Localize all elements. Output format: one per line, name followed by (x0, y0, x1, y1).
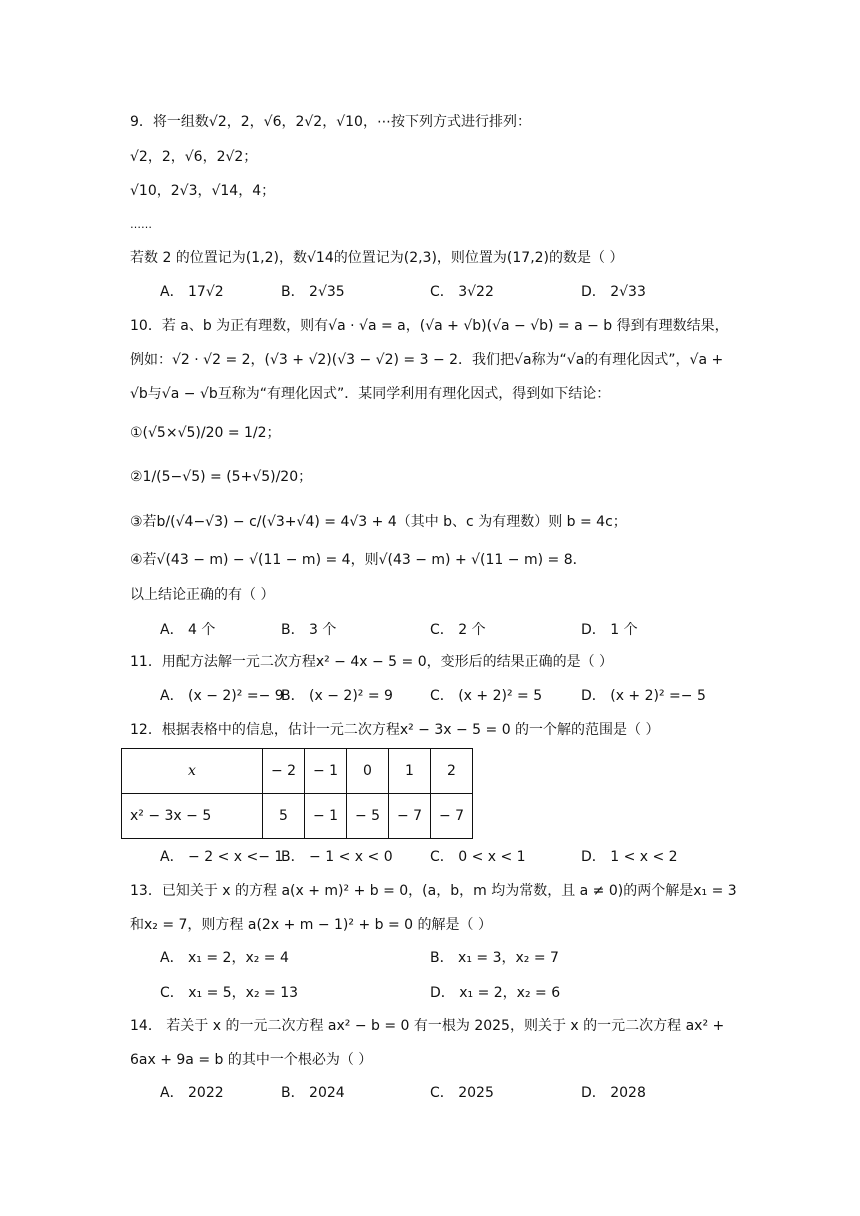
q10-conclusion-2: ②1/(5−√5) = (5+√5)/20； (130, 469, 313, 485)
q12-option-d: D． 1 < x < 2 (581, 849, 678, 865)
q9-option-c: C． 3√22 (430, 284, 494, 300)
table-cell: − 2 (263, 749, 305, 794)
table-cell: − 1 (305, 749, 347, 794)
table-row (122, 794, 473, 839)
q11-option-c: C． (x + 2)² = 5 (430, 688, 543, 704)
q9-option-b: B． 2√35 (281, 284, 345, 300)
q10-line-1: 10．若 a、b 为正有理数，则有√a · √a = a，(√a + √b)(√a − √b) = a − b 得到有理数结果， (130, 318, 729, 334)
q13-option-b: B． x₁ = 3，x₂ = 7 (430, 950, 559, 966)
q11-stem: 11．用配方法解一元二次方程x² − 4x − 5 = 0，变形后的结果正确的是（ ） (130, 654, 614, 670)
q13-option-d: D． x₁ = 2，x₂ = 6 (430, 985, 561, 1001)
q14-option-b: B． 2024 (281, 1085, 345, 1101)
q14-option-c: C． 2025 (430, 1085, 494, 1101)
q13-option-c: C． x₁ = 5，x₂ = 13 (160, 985, 299, 1001)
q10-conclusion-3: ③若b/(√4−√3) − c/(√3+√4) = 4√3 + 4（其中 b、c 为有理数）则 b = 4c； (130, 514, 627, 530)
q9-stem: 9．将一组数√2，2，√6，2√2，√10，⋯按下列方式进行排列： (130, 114, 531, 130)
q10-option-b: B． 3 个 (281, 622, 337, 638)
q12-value-table (121, 748, 473, 839)
table-cell: − 7 (389, 794, 431, 839)
q10-ask: 以上结论正确的有（ ） (130, 587, 275, 603)
q12-stem: 12．根据表格中的信息，估计一元二次方程x² − 3x − 5 = 0 的一个解的范围是（ ） (130, 722, 660, 738)
q10-conclusion-4: ④若√(43 − m) − √(11 − m) = 4，则√(43 − m) + √(11 − m) = 8． (130, 552, 587, 568)
q10-option-d: D． 1 个 (581, 622, 638, 638)
q9-row-2: √10，2√3，√14，4； (130, 183, 276, 199)
q9-option-d: D． 2√33 (581, 284, 646, 300)
q12-option-b: B． − 1 < x < 0 (281, 849, 393, 865)
table-cell: − 5 (347, 794, 389, 839)
q14-option-d: D． 2028 (581, 1085, 646, 1101)
q10-option-c: C． 2 个 (430, 622, 486, 638)
table-cell: 0 (347, 749, 389, 794)
q9-option-a: A． 17√2 (160, 284, 224, 300)
q10-option-a: A． 4 个 (160, 622, 216, 638)
table-cell: 5 (263, 794, 305, 839)
table-header-expression: x² − 3x − 5 (122, 794, 263, 839)
q12-option-c: C． 0 < x < 1 (430, 849, 526, 865)
q11-option-b: B． (x − 2)² = 9 (281, 688, 393, 704)
q10-line-3: √b与√a − √b互称为“有理化因式”．某同学利用有理化因式，得到如下结论： (130, 386, 611, 402)
q10-conclusion-1: ①(√5×√5)/20 = 1/2； (130, 425, 281, 441)
q13-option-a: A． x₁ = 2，x₂ = 4 (160, 950, 289, 966)
q9-row-1: √2，2，√6，2√2； (130, 149, 258, 165)
q14-line-1: 14． 若关于 x 的一元二次方程 ax² − b = 0 有一根为 2025，则关于 x 的一元二次方程 ax² + (130, 1018, 725, 1034)
table-row (122, 749, 473, 794)
table-cell: 2 (431, 749, 473, 794)
q12-option-a: A． − 2 < x <− 1 (160, 849, 284, 865)
q13-line-1: 13．已知关于 x 的方程 a(x + m)² + b = 0，(a，b，m 均为常数，且 a ≠ 0)的两个解是x₁ = 3 (130, 883, 737, 899)
table-cell: − 1 (305, 794, 347, 839)
table-cell: 1 (389, 749, 431, 794)
table-header-x: x (122, 749, 263, 794)
q9-ellipsis: …… (130, 218, 152, 231)
q14-option-a: A． 2022 (160, 1085, 224, 1101)
q14-line-2: 6ax + 9a = b 的其中一个根必为（ ） (130, 1052, 373, 1068)
q10-line-2: 例如：√2 · √2 = 2，(√3 + √2)(√3 − √2) = 3 − 2．我们把√a称为“√a的有理化因式”，√a + (130, 352, 724, 368)
q13-line-2: 和x₂ = 7，则方程 a(2x + m − 1)² + b = 0 的解是（ ） (130, 917, 492, 933)
table-cell: − 7 (431, 794, 473, 839)
q11-option-d: D． (x + 2)² =− 5 (581, 688, 706, 704)
q9-ask: 若数 2 的位置记为(1,2)，数√14的位置记为(2,3)，则位置为(17,2)的数是（ ） (130, 250, 624, 266)
q11-option-a: A． (x − 2)² =− 9 (160, 688, 284, 704)
